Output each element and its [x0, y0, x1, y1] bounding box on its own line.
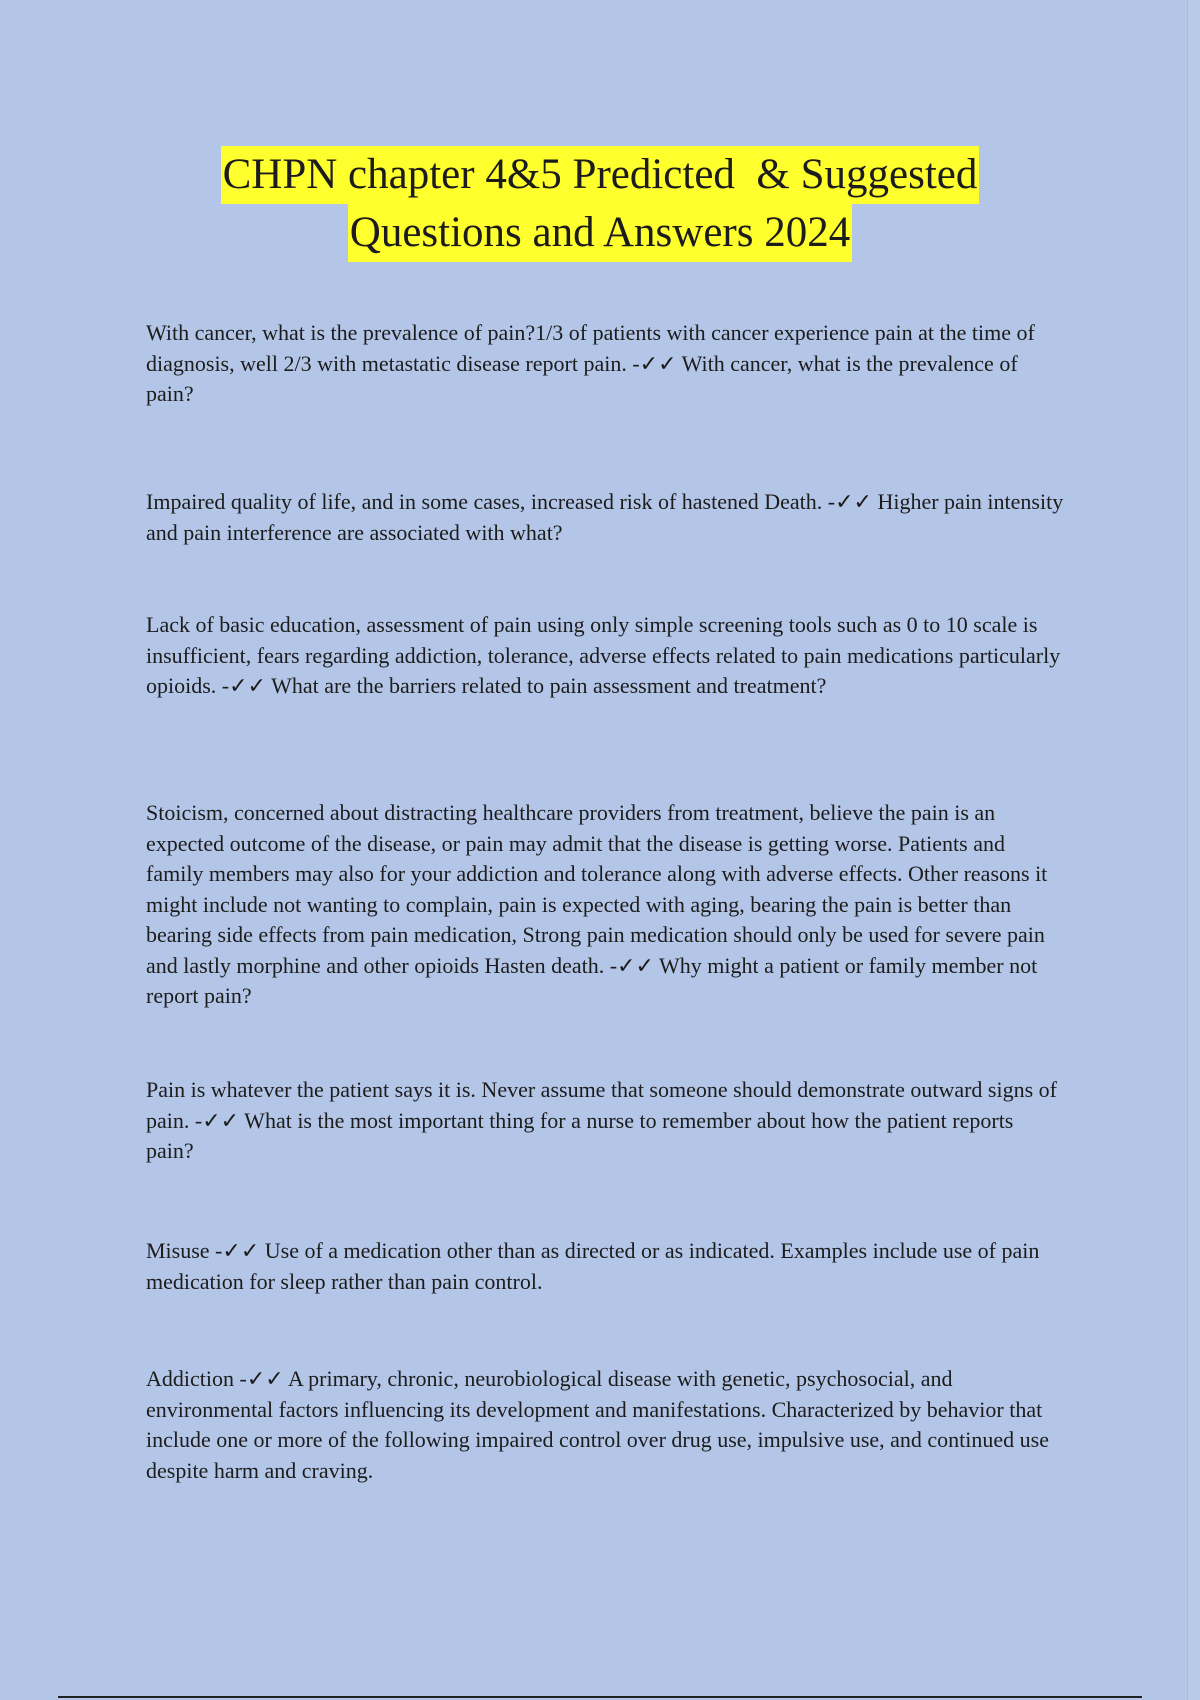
footer-rule	[58, 1696, 1142, 1698]
qa-entry-3: Lack of basic education, assessment of pain using only simple screening tools such as 0 to 10 scale is insufficient, fears regarding addiction, tolerance, adverse effects related to pain medications particularly opioids. -✓✓ What are the barriers related to pain assessment and treatment?	[146, 612, 1061, 698]
qa-entry-6: Misuse -✓✓ Use of a medication other than as directed or as indicated. Examples include use of pain medication for sleep rather than pain control.	[146, 1238, 1040, 1294]
title-line-1: CHPN chapter 4&5 Predicted & Suggested	[221, 146, 980, 204]
qa-entry-5: Pain is whatever the patient says it is. Never assume that someone should demonstrate outward signs of pain. -✓✓ What is the most important thing for a nurse to remember about how the patient reports pain?	[146, 1077, 1057, 1163]
document-title	[0, 146, 1200, 262]
qa-entry-4: Stoicism, concerned about distracting healthcare providers from treatment, believe the pain is an expected outcome of the disease, or pain may admit that the disease is getting worse. Patients and family members may also for your addiction and tolerance along with adverse effects. Other reasons it might include not wanting to complain, pain is expected with aging, bearing the pain is better than bearing side effects from pain medication, Strong pain medication should only be used for severe pain and lastly morphine and other opioids Hasten death. -✓✓ Why might a patient or family member not report pain?	[146, 800, 1048, 1008]
title-line-2: Questions and Answers 2024	[348, 204, 852, 262]
qa-entry-7: Addiction -✓✓ A primary, chronic, neurobiological disease with genetic, psychosocial, and environmental factors influencing its development and manifestations. Characterized by behavior that include one or more of the following impaired control over drug use, impulsive use, and continued use despite harm and craving.	[146, 1366, 1049, 1483]
qa-entry-1: With cancer, what is the prevalence of pain?1/3 of patients with cancer experience pain at the time of diagnosis, well 2/3 with metastatic disease report pain. -✓✓ With cancer, what is the prevalence of pain?	[146, 320, 1035, 406]
qa-entry-2: Impaired quality of life, and in some cases, increased risk of hastened Death. -✓✓ Higher pain intensity and pain interference are associated with what?	[146, 489, 1064, 545]
